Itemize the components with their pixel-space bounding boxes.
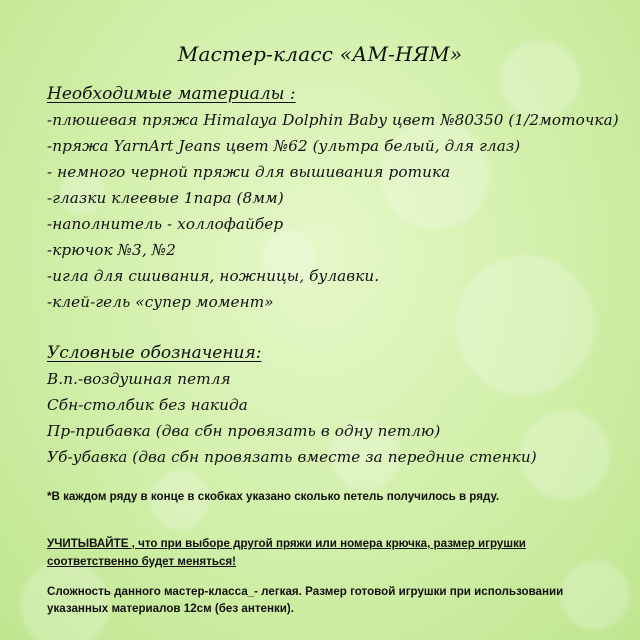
- materials-item: - немного черной пряжи для вышивания ротика: [47, 163, 451, 181]
- legend-heading: Условные обозначения:: [47, 343, 262, 363]
- materials-item: -игла для сшивания, ножницы, булавки.: [47, 267, 380, 285]
- materials-item: -клей-гель «супер момент»: [47, 293, 274, 311]
- legend-item: Уб-убавка (два сбн провязать вместе за передние стенки): [47, 448, 537, 466]
- page-title: Мастер-класс «АМ-НЯМ»: [177, 42, 463, 66]
- difficulty-note-line2: указанных материалов 12см (без антенки).: [47, 602, 294, 615]
- difficulty-note-line1: Сложность данного мастер-класса_- легкая. Размер готовой игрушки при использовании: [47, 585, 564, 598]
- materials-item: -наполнитель - холлофайбер: [47, 215, 284, 233]
- materials-item: -крючок №3, №2: [47, 241, 176, 259]
- warning-note-line2: соответственно будет меняться!: [47, 555, 237, 568]
- row-count-note: *В каждом ряду в конце в скобках указано сколько петель получилось в ряду.: [47, 490, 500, 503]
- materials-item: -глазки клеевые 1пара (8мм): [47, 189, 284, 207]
- warning-note-line1: УЧИТЫВАЙТЕ , что при выборе другой пряжи или номера крючка, размер игрушки: [47, 537, 526, 550]
- materials-item: -плюшевая пряжа Himalaya Dolphin Baby цвет №80350 (1/2моточка): [47, 111, 619, 129]
- legend-item: В.п.-воздушная петля: [47, 370, 231, 388]
- legend-item: Сбн-столбик без накида: [47, 396, 248, 414]
- legend-item: Пр-прибавка (два сбн провязать в одну петлю): [47, 422, 441, 440]
- materials-heading: Необходимые материалы :: [47, 84, 296, 104]
- materials-item: -пряжа YarnArt Jeans цвет №62 (ультра белый, для глаз): [47, 137, 521, 155]
